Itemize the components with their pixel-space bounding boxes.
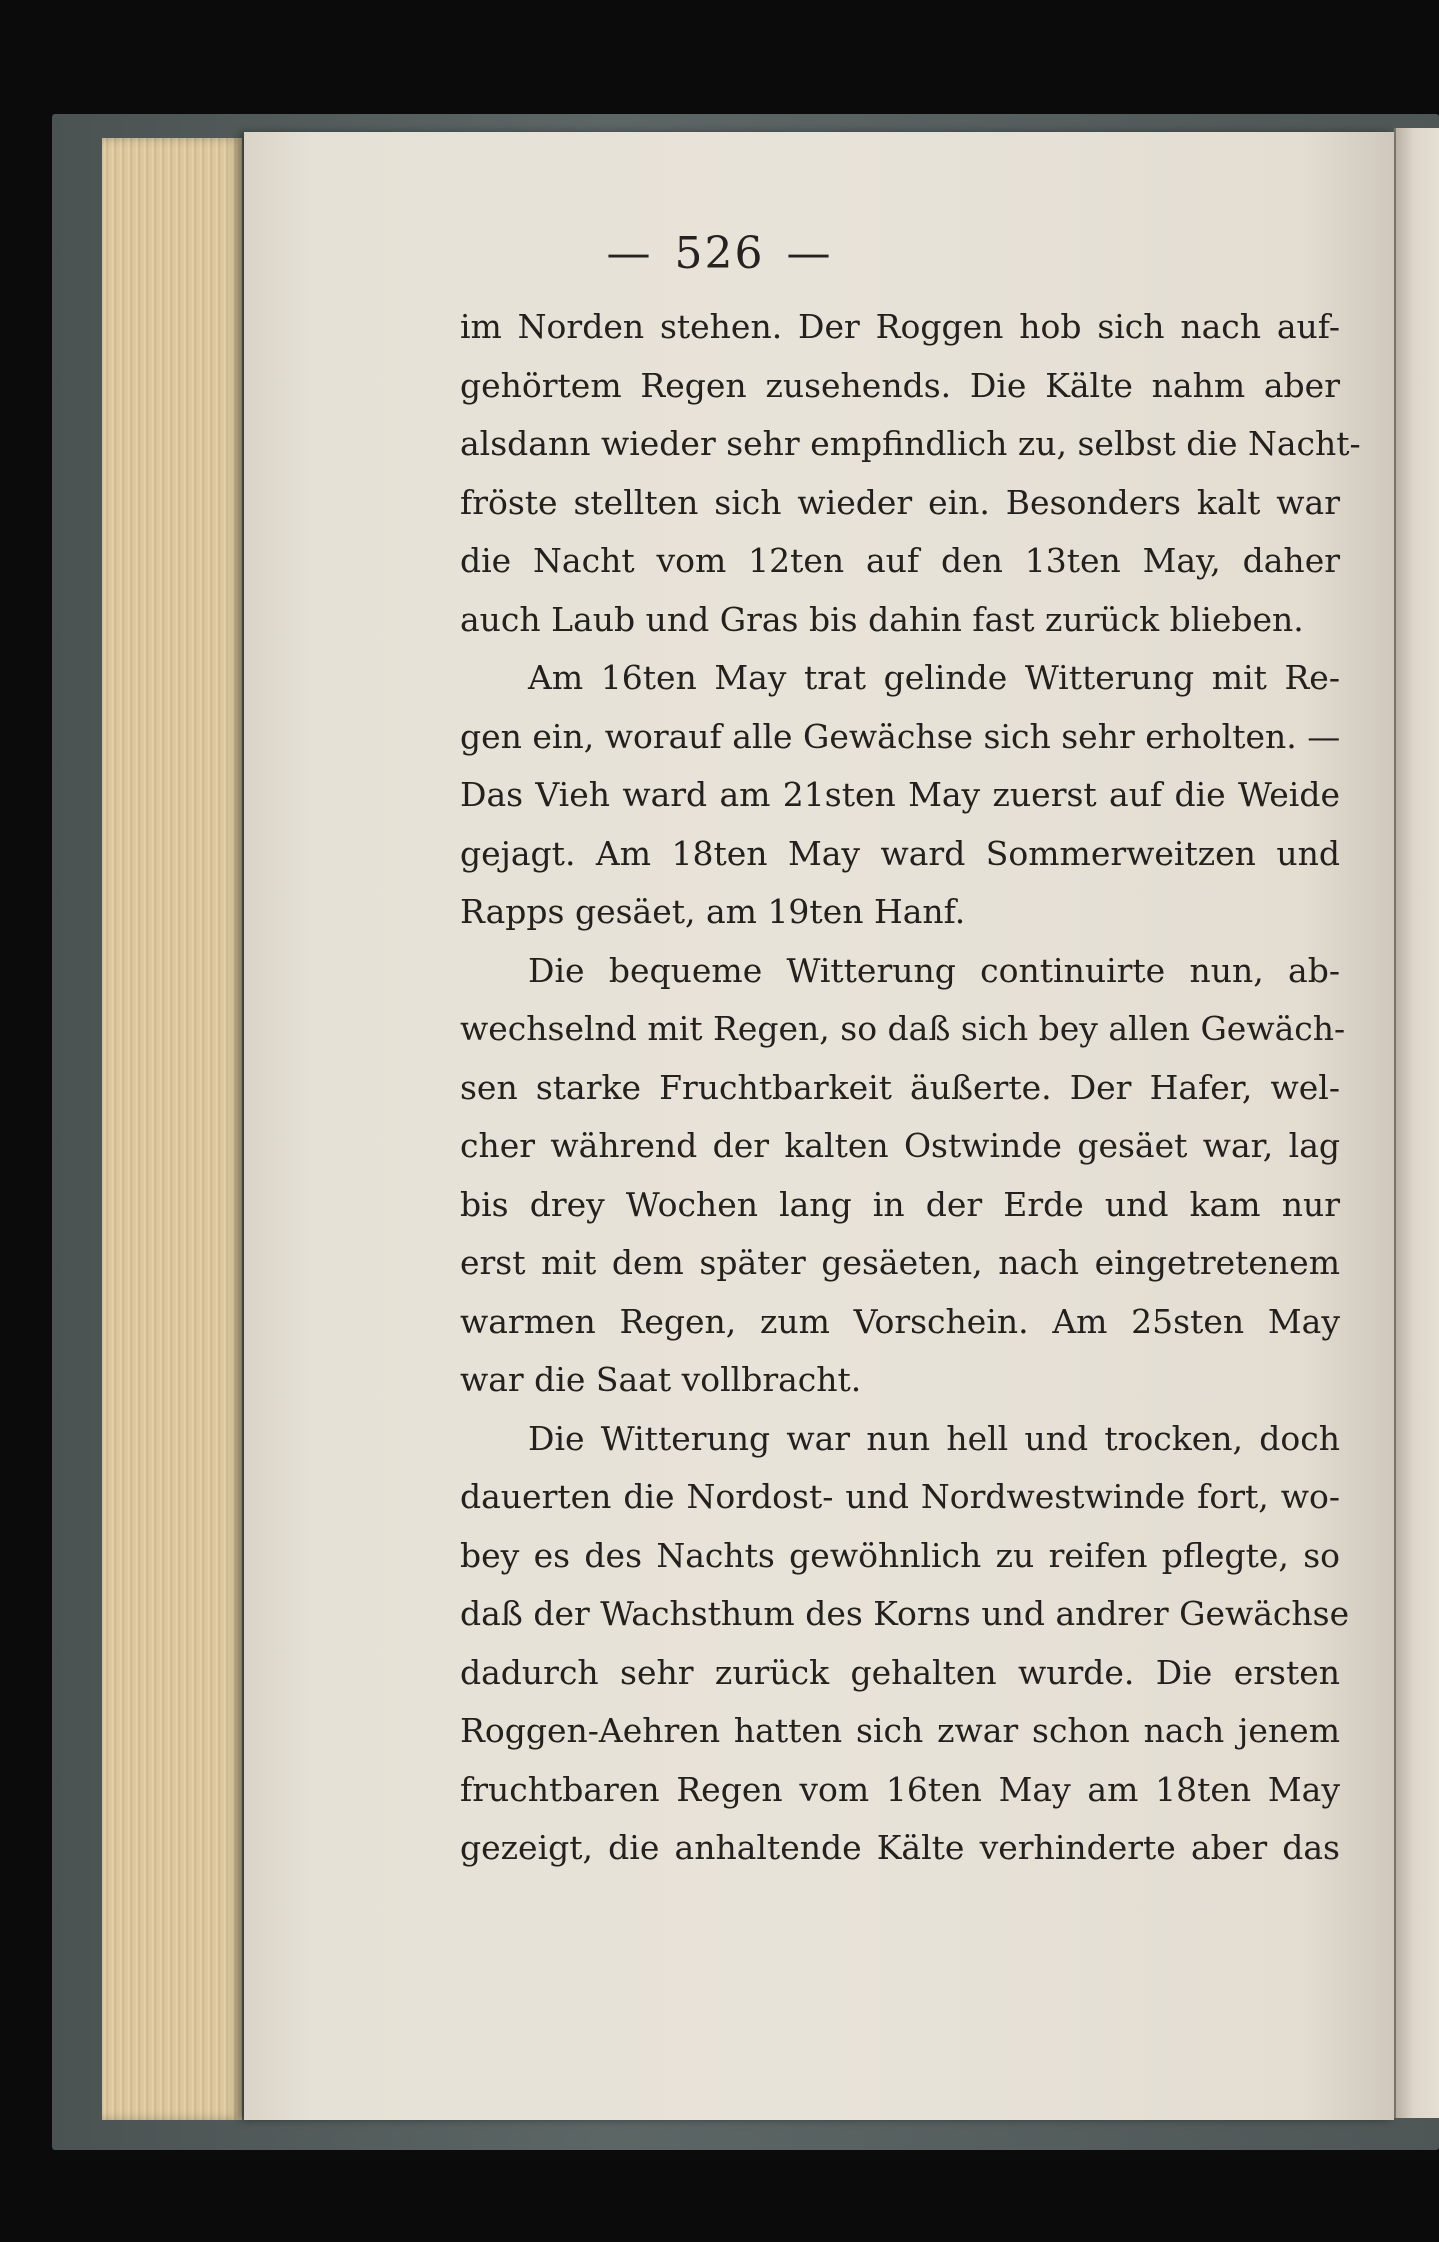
text-line: fröste stellten sich wieder ein. Besonders kalt war bbox=[460, 482, 1340, 522]
page-edges bbox=[102, 138, 242, 2120]
text-line: gezeigt, die anhaltende Kälte verhinderte aber das bbox=[460, 1828, 1340, 1867]
text-line: Roggen-Aehren hatten sich zwar schon nach jenem bbox=[460, 1711, 1340, 1750]
text-line: sen starke Fruchtbarkeit äußerte. Der Hafer, wel- bbox=[460, 1067, 1340, 1107]
text-line: warmen Regen, zum Vorschein. Am 25sten May bbox=[460, 1301, 1340, 1341]
text-line: bis drey Wochen lang in der Erde und kam nur bbox=[460, 1184, 1340, 1224]
text-line: Die Witterung war nun hell und trocken, doch bbox=[528, 1418, 1340, 1458]
text-line: bey es des Nachts gewöhnlich zu reifen pflegte, so bbox=[460, 1535, 1340, 1575]
text-line: auch Laub und Gras bis dahin fast zurück blieben. bbox=[460, 599, 1304, 639]
text-line: gen ein, worauf alle Gewächse sich sehr erholten. — bbox=[460, 716, 1341, 756]
text-line: Rapps gesäet, am 19ten Hanf. bbox=[460, 892, 966, 931]
text-line: war die Saat vollbracht. bbox=[460, 1360, 862, 1399]
text-line: die Nacht vom 12ten auf den 13ten May, daher bbox=[460, 541, 1340, 580]
text-line: daß der Wachsthum des Korns und andrer Gewächse bbox=[460, 1594, 1350, 1633]
page-number: 526 bbox=[674, 228, 765, 279]
text-line: im Norden stehen. Der Roggen hob sich nach auf- bbox=[460, 307, 1340, 346]
text-line: dadurch sehr zurück gehalten wurde. Die ersten bbox=[460, 1652, 1340, 1692]
text-line: erst mit dem später gesäeten, nach eingetretenem bbox=[460, 1243, 1340, 1282]
text-line: alsdann wieder sehr empfindlich zu, selbst die Nacht- bbox=[460, 424, 1361, 463]
text-line: Die bequeme Witterung continuirte nun, ab- bbox=[528, 950, 1340, 990]
text-line: Am 16ten May trat gelinde Witterung mit Re- bbox=[528, 658, 1340, 697]
text-line: gejagt. Am 18ten May ward Sommerweitzen und bbox=[460, 833, 1340, 873]
body-text bbox=[460, 298, 1361, 1878]
page-header bbox=[0, 228, 1439, 279]
text-line: Das Vieh ward am 21sten May zuerst auf die Weide bbox=[460, 775, 1340, 814]
text-line: fruchtbaren Regen vom 16ten May am 18ten May bbox=[460, 1769, 1340, 1809]
text-line: wechselnd mit Regen, so daß sich bey allen Gewäch- bbox=[460, 1009, 1346, 1048]
text-line: dauerten die Nordost- und Nordwestwinde fort, wo- bbox=[460, 1477, 1340, 1516]
adjacent-page-edge bbox=[1394, 128, 1439, 2118]
header-dash-right: — bbox=[786, 228, 833, 279]
text-line: cher während der kalten Ostwinde gesäet war, lag bbox=[460, 1126, 1340, 1165]
header-dash-left: — bbox=[606, 228, 653, 279]
text-line: gehörtem Regen zusehends. Die Kälte nahm aber bbox=[460, 365, 1340, 405]
